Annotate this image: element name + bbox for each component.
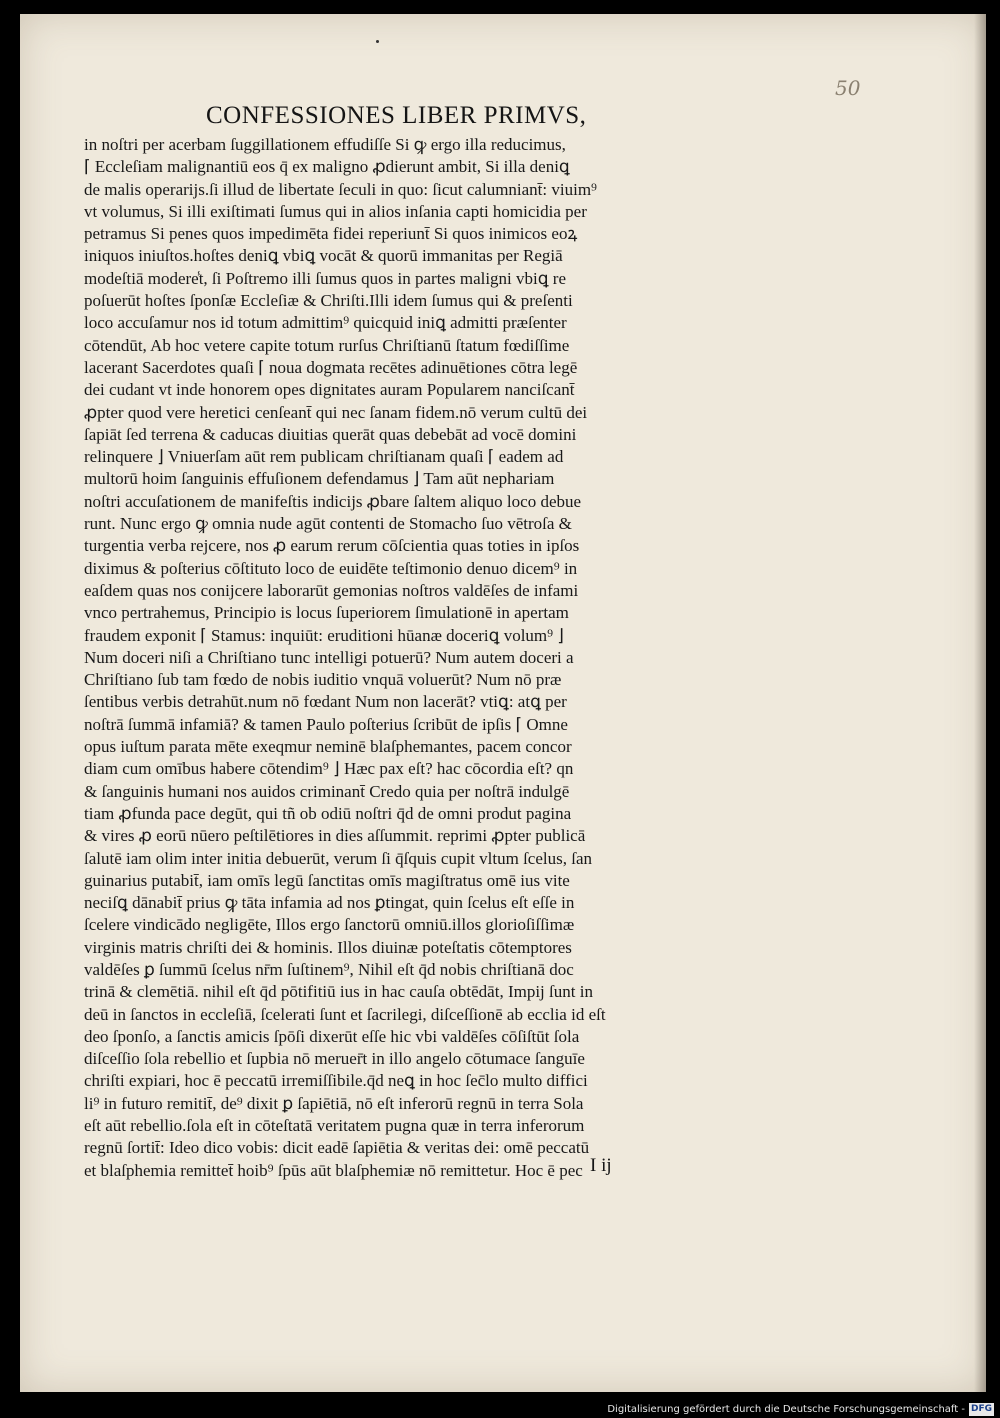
text-line: de malis operarijs.ſi illud de libertate ſeculi in quo: ſicut calumniant̄: viuim⁹ <box>84 179 597 199</box>
text-line: & ſanguinis humani nos auidos criminant̄ Credo quia per noſtrā indulgē <box>84 781 570 801</box>
text-line: vt volumus, Si illi exiſtimati ſumus qui in alios inſania capti homicidia per <box>84 201 587 221</box>
text-line: trinā & clemētiā. nihil eſt q̄d pōtifitiū ius in hac cauſa obtēdāt, Impij ſunt in <box>84 982 593 1002</box>
text-line: cōtendūt, Ab hoc vetere capite totum rurſus Chriſtianū ſtatum fœdiſſime <box>84 335 570 355</box>
text-line: turgentia verba rejcere, nos ꝓ earum rerum cōſcientia quas toties in ipſos <box>84 536 580 556</box>
text-line: in noſtri per acerbam ſuggillationem effudiſſe Si ꝙ ergo illa reducimus, <box>84 135 566 154</box>
digitization-footer <box>20 1400 1000 1418</box>
text-line: relinquere ⌋ Vniuerſam aūt rem publicam chriſtianam quaſi ⌈ eadem ad <box>84 447 564 467</box>
text-line: diſceſſio ſola rebellio et ſupbia nō meruer̄t in illo angelo cōtumace ſanguīe <box>84 1049 585 1069</box>
text-line: eaſdem quas nos conijcere laborarūt gemonias noſtros valdēſes de infami <box>84 580 579 600</box>
book-page <box>20 14 986 1392</box>
text-line: multorū hoim ſanguinis effuſionem defendamus ⌋ Tam aūt nephariam <box>84 469 555 489</box>
text-line: runt. Nunc ergo ꝙ omnia nude agūt contenti de Stomacho ſuo vētroſa & <box>84 514 572 534</box>
folio-number: 50 <box>835 76 861 100</box>
text-line: noſtrā ſummā infamiā? & tamen Paulo poſterius ſcribūt de ipſis ⌈ Omne <box>84 714 568 734</box>
signature-mark: I ĳ <box>590 1155 612 1176</box>
footer-credit: Digitalisierung gefördert durch die Deutsche Forschungsgemeinschaft - <box>607 1403 965 1415</box>
text-line: poſuerūt hoſtes ſponſæ Eccleſiæ & Chriſti.Illi idem ſumus qui & preſenti <box>84 291 573 311</box>
text-line: valdēſes ꝑ ſummū ſcelus nr̄m ſuſtinem⁹, Nihil eſt q̄d nobis chriſtianā doc <box>84 959 574 979</box>
text-line: vnco pertrahemus, Principio is locus ſuperiorem ſimulationē in apertam <box>84 603 569 623</box>
text-line: diam cum omībus habere cōtendim⁹ ⌋ Hæc pax eſt? hac cōcordia eſt? qn <box>84 759 574 779</box>
text-line: deū in ſanctos in eccleſiā, ſcelerati ſunt et ſacrilegi, diſceſſionē ab ecclia id eſt <box>84 1004 606 1024</box>
text-line: modeſtiā modere̾t, ſi Poſtremo illi ſumus quos in partes maligni vbiꝗ re <box>84 268 567 288</box>
text-line: diximus & poſterius cōſtituto loco de euidēte teſtimonio denuo dicem⁹ in <box>84 558 578 578</box>
text-line: virginis matris chriſti dei & hominis. Illos diuinæ poteſtatis cōtemptores <box>84 937 572 957</box>
text-line: et blaſphemia remittet̄ hoib⁹ ſpūs aūt blaſphemiæ nō remittetur. Hoc ē pec <box>84 1160 583 1180</box>
text-line: Num doceri niſi a Chriſtiano tunc intelligi potuerū? Num autem doceri a <box>84 647 574 667</box>
body-text <box>84 134 724 1182</box>
text-line: li⁹ in futuro remitit̄, de⁹ dixit ꝑ ſapiētiā, nō eſt inferorū regnū in terra Sola <box>84 1093 584 1113</box>
text-line: ſentibus verbis detrahūt.num nō fœdant Num non lacerāt? vtiꝗ: atꝗ per <box>84 692 567 712</box>
running-heading: CONFESSIONES LIBER PRIMVS, <box>206 102 587 129</box>
text-line: tiam ꝓfunda pace degūt, qui tñ ob odiū noſtri q̄d de omni produt pagina <box>84 803 572 823</box>
text-line: petramus Si penes quos impedimēta fidei reperiunt̄ Si quos inimicos eoꝝ <box>84 224 578 244</box>
page-edge-shadow <box>974 14 986 1392</box>
text-line: ſalutē iam olim inter initia debuerūt, verum ſi q̄ſquis cupit vltum ſcelus, ſan <box>84 848 593 868</box>
text-line: loco accuſamur nos id totum admittim⁹ quicquid iniꝗ admitti præſenter <box>84 313 567 333</box>
text-line: regnū ſortit̄: Ideo dico vobis: dicit eadē ſapiētia & veritas dei: omē peccatū <box>84 1138 590 1158</box>
text-line: chriſti expiari, hoc ē peccatū irremiſſibile.q̄d neꝗ in hoc ſec̄lo multo diffici <box>84 1071 588 1091</box>
text-line: ⌈ Eccleſiam malignantiū eos q̄ ex maligno ꝓdierunt ambit, Si illa deniꝗ <box>84 157 570 177</box>
text-line: ꝓpter quod vere heretici cenſeant̄ qui nec ſanam fidem.nō verum cultū dei <box>84 402 588 422</box>
text-line: Chriſtiano ſub tam fœdo de nobis iuditio vnquā voluerūt? Num nō præ <box>84 670 562 690</box>
text-line: noſtri accuſationem de manifeſtis indicijs ꝓbare ſaltem aliquo loco debue <box>84 491 582 511</box>
text-line: ſapiāt ſed terrena & caducas diuitias querāt quas debebāt ad vocē domini <box>84 424 577 444</box>
text-line: guinarius putabit̄, iam omīs legū ſanctitas omīs magiſtratus omē ius vite <box>84 870 570 890</box>
text-line: iniquos iniuſtos.hoſtes deniꝗ vbiꝗ vocāt & quorū immanitas per Regiā <box>84 246 563 266</box>
text-line: lacerant Sacerdotes quaſi ⌈ noua dogmata recētes adinuētiones cōtra legē <box>84 357 578 377</box>
text-line: & vires ꝓ eorū nūero peſtilētiores in dies aſſummit. reprimi ꝓpter publicā <box>84 826 586 846</box>
text-line: dei cudant vt inde honorem opes dignitates auram Popularem nanciſcant̄ <box>84 380 575 400</box>
ink-dot <box>376 40 379 43</box>
text-line: eſt aūt rebellio.ſola eſt in cōteſtatā veritatem pugna quæ in terra inferorum <box>84 1116 585 1136</box>
text-line: neciſꝗ dānabit̄ prius ꝙ tāta infamia ad nos ꝑtingat, quin ſcelus eſt eſſe in <box>84 893 575 913</box>
text-line: opus iuſtum parata mēte exeqmur neminē blaſphemantes, pacem concor <box>84 737 572 757</box>
text-line: fraudem exponit ⌈ Stamus: inquiūt: eruditioni hūanæ doceriꝗ volum⁹ ⌋ <box>84 625 564 645</box>
text-line: ſcelere vindicādo negligēte, Illos ergo ſanctorū omniū.illos glorioſiſſimæ <box>84 915 575 935</box>
text-line: deo ſponſo, a ſanctis amicis ſpōſi dixerūt eſſe hic vbi valdēſes cōſiſtūt ſola <box>84 1026 580 1046</box>
dfg-logo-icon: DFG <box>970 1403 992 1414</box>
